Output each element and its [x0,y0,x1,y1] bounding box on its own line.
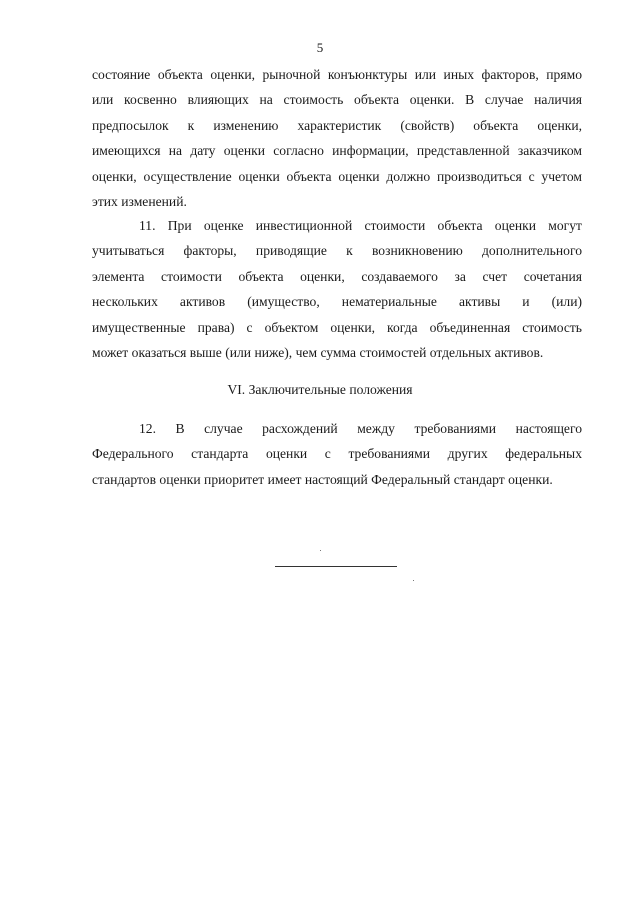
paragraph-item-11 [92,213,582,365]
text-line: 12. В случае расхождений между требованиями настоящего [139,421,582,436]
scan-speck [413,580,414,581]
text-line: учитываться факторы, приводящие к возникновению дополнительного [92,243,582,259]
end-of-document-rule [275,566,397,567]
paragraph-item-12 [92,416,582,492]
paragraph-continuation [92,62,582,214]
text-line: оценки, осуществление оценки объекта оценки должно производиться с учетом [92,168,582,184]
text-line: имеющихся на дату оценки согласно информации, представленной заказчиком [92,143,582,159]
text-line: элемента стоимости объекта оценки, создаваемого за счет сочетания [92,268,582,284]
text-line: имущественные права) с объектом оценки, когда объединенная стоимость [92,319,582,335]
text-line: нескольких активов (имущество, нематериальные активы и (или) [92,294,582,310]
scan-speck [320,550,321,551]
text-line: 11. При оценке инвестиционной стоимости объекта оценки могут [139,218,582,233]
page-number: 5 [316,40,324,55]
text-line: может оказаться выше (или ниже), чем сумма стоимостей отдельных активов. [92,345,544,361]
text-line: стандартов оценки приоритет имеет настоящий Федеральный стандарт оценки. [92,471,553,487]
text-line: состояние объекта оценки, рыночной конъюнктуры или иных факторов, прямо [92,67,582,82]
text-line: этих изменений. [92,194,187,210]
section-heading: VI. Заключительные положения [227,382,413,397]
text-line: Федерального стандарта оценки с требованиями других федеральных [92,446,582,462]
text-line: или косвенно влияющих на стоимость объекта оценки. В случае наличия [92,92,582,108]
text-line: предпосылок к изменению характеристик (свойств) объекта оценки, [92,117,582,133]
